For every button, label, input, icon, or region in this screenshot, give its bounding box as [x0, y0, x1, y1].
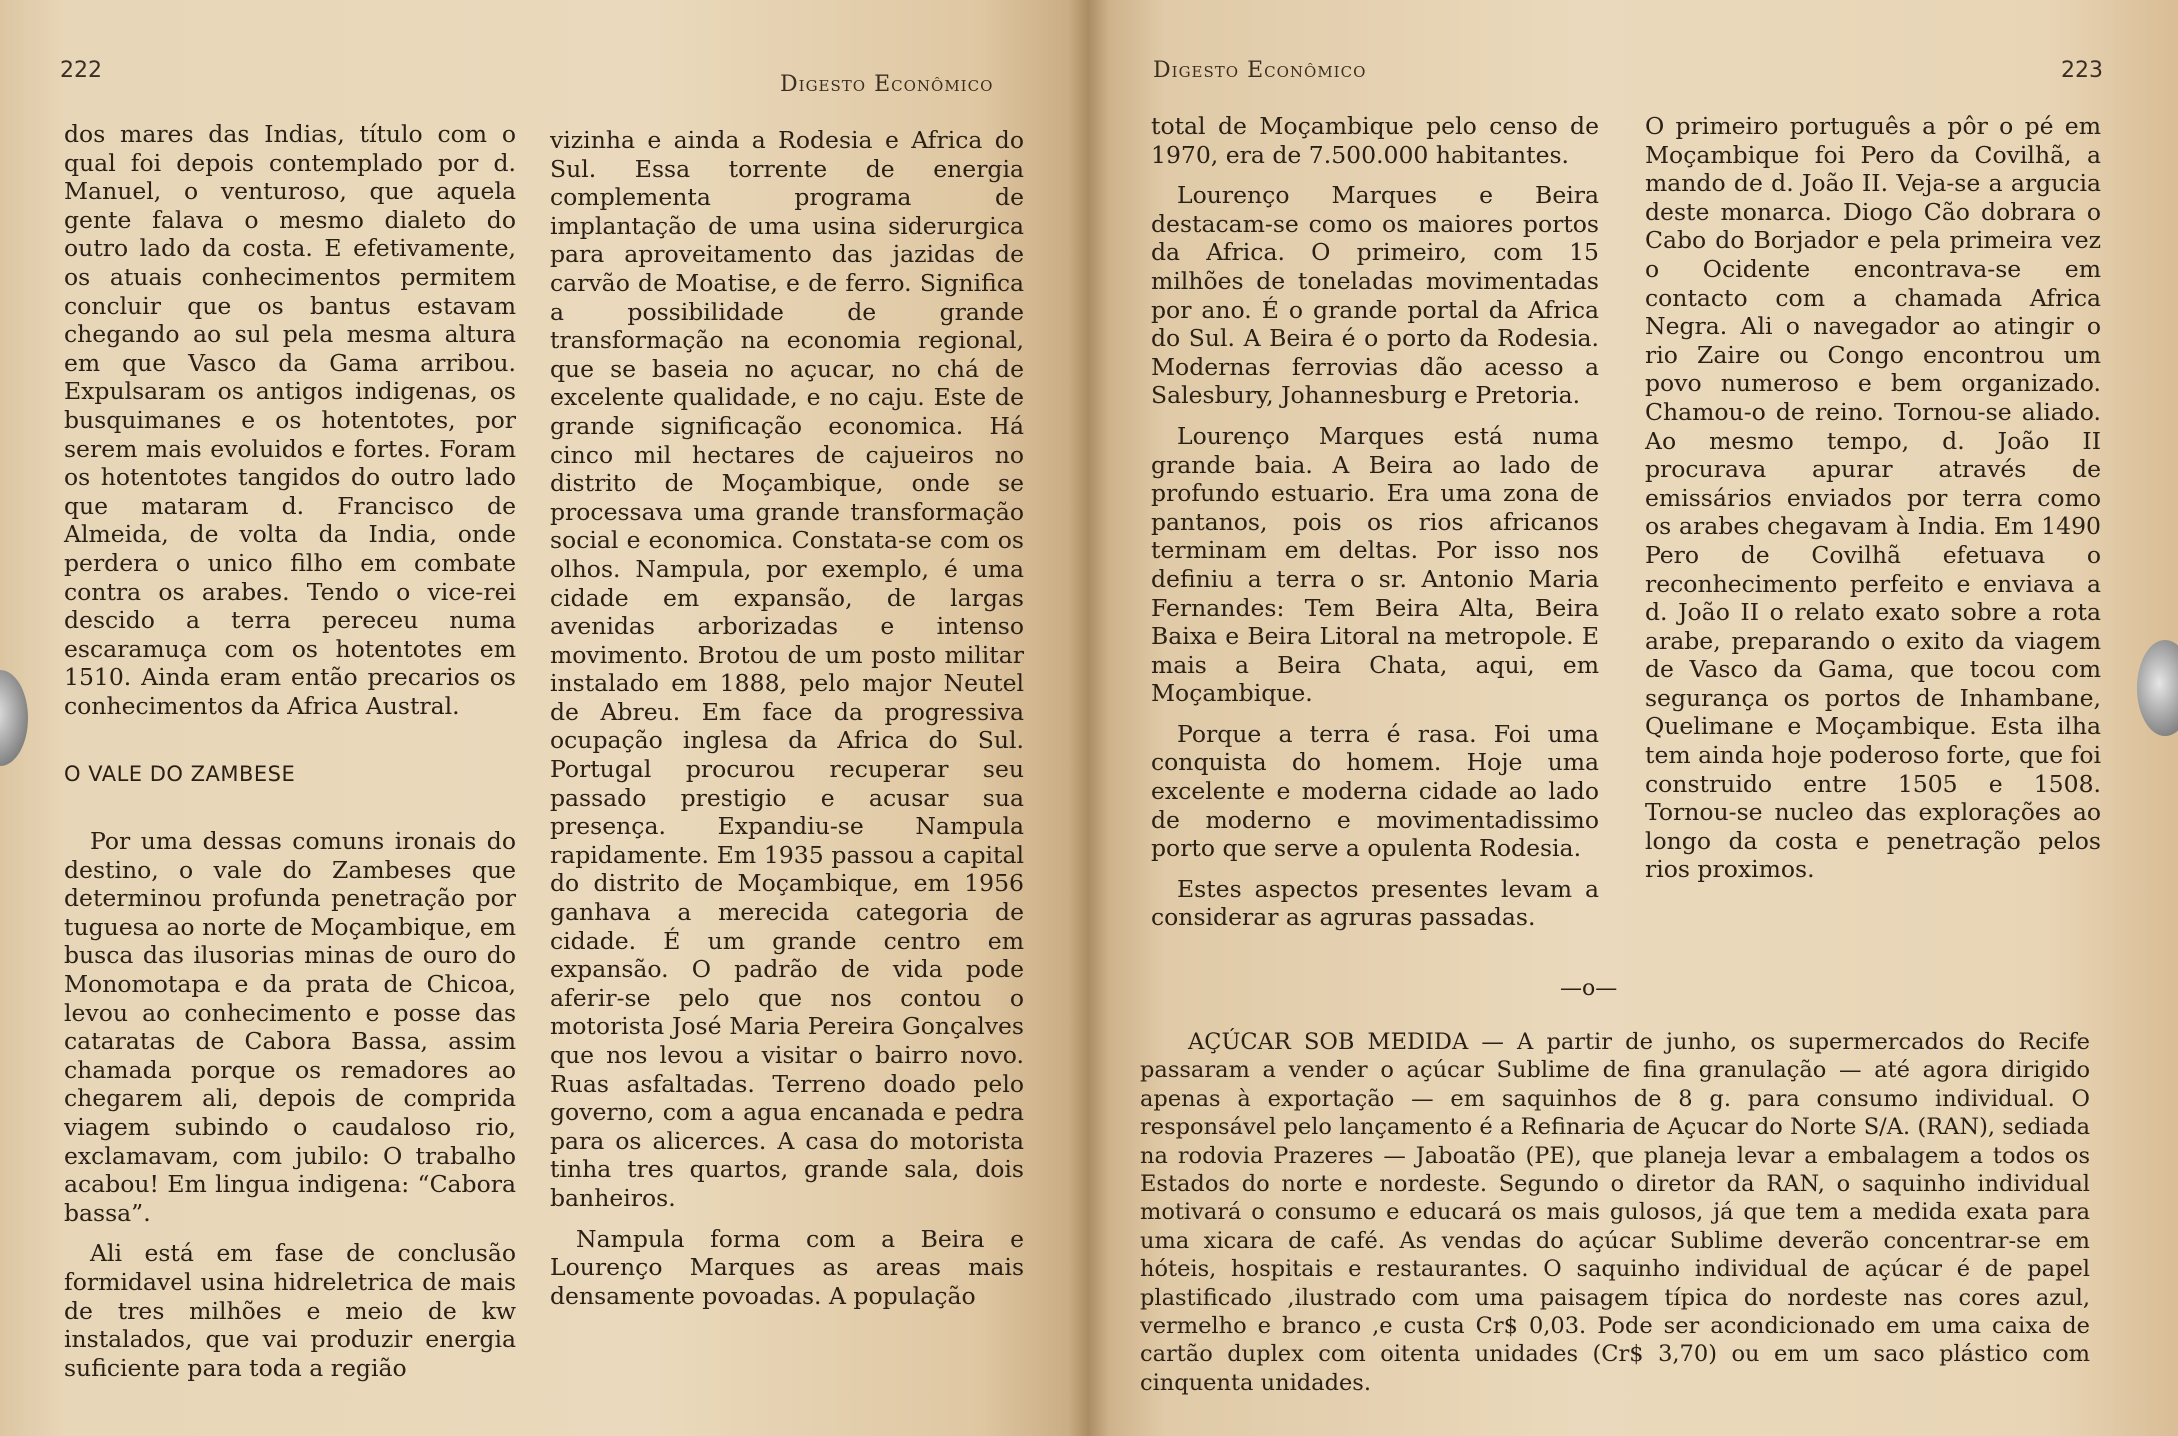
- left-page-column-1: [64, 120, 516, 1394]
- separator: —o—: [1560, 976, 1618, 1001]
- paragraph: Lourenço Marques está numa grande baia. A Beira ao lado de profundo estuario. Era uma zona de pantanos, pois os rios africanos terminam em deltas. Por isso nos definiu a terra o sr. Antonio Maria Fernandes: Tem Beira Alta, Beira Baixa e Beira Litoral na metropole. E mais a Beira Chata, aqui, em Moçambique.: [1151, 421, 1599, 708]
- paragraph: vizinha e ainda a Rodesia e Africa do Sul. Essa torrente de energia complementa programa de implantação de uma usina siderurgica para aproveitamento das jazidas de carvão de Moatise, e de ferro. Significa a possibilidade de grande transformação na economia regional, que se baseia no açucar, no chá de excelente qualidade, e no caju. Este de grande significação economica. Há cinco mil hectares de cajueiros no distrito de Moçambique, onde se processava uma grande transformação social e economica. Constata-se com os olhos. Nampula, por exemplo, é uma cidade em expansão, de largas avenidas arborizadas e intenso movimento. Brotou de um posto militar instalado em 1888, pelo major Neutel de Abreu. Em face da progressiva ocupação inglesa da Africa do Sul. Portugal procurou recuperar seu passado prestigio e acusar sua presença. Expandiu-se Nampula rapidamente. Em 1935 passou a capital do distrito de Moçambique, em 1956 ganhava a merecida categoria de cidade. É um grande centro em expansão. O padrão de vida pode aferir-se pelo que nos contou o motorista José Maria Pereira Gonçalves que nos levou a visitar o bairro novo. Ruas asfaltadas. Terreno doado pelo governo, com a agua encanada e pedra para os alicerces. A casa do motorista tinha tres quartos, grande sala, dois banheiros.: [550, 126, 1024, 1212]
- paragraph: AÇÚCAR SOB MEDIDA — A partir de junho, os supermercados do Recife passaram a vender o açúcar Sublime de fina granulação — até agora dirigido apenas à exportação — em saquinhos de 8 g. para consumo individual. O responsável pelo lançamento é a Refinaria de Açucar do Norte S/A. (RAN), sediada na rodovia Prazeres — Jaboatão (PE), que planeja levar a embalagem a todos os Estados do norte e nordeste. Segundo o diretor da RAN, o saquinho individual motivará o consumo e educará os mais gulosos, já que tem a medida exata para uma xicara de café. As vendas do açúcar Sublime deverão concentrar-se em hóteis, hospitais e restaurantes. O saquinho individual de açúcar é de papel plastificado ,ilustrado com uma paisagem típica do nordeste nas cores azul, vermelho e branco ,e custa Cr$ 0,03. Pode ser acondicionado em uma caixa de cartão duplex com oitenta unidades (Cr$ 3,70) ou em um saco plástico com cinquenta unidades.: [1140, 1029, 2090, 1396]
- paragraph: Nampula forma com a Beira e Lourenço Marques as areas mais densamente povoadas. A população: [550, 1224, 1024, 1310]
- paragraph: Porque a terra é rasa. Foi uma conquista do homem. Hoje uma excelente e moderna cidade ao lado de moderno e movimentadissimo porto que serve a opulenta Rodesia.: [1151, 719, 1599, 863]
- paragraph: dos mares das Indias, título com o qual foi depois contemplado por d. Manuel, o venturoso, que aquela gente falava o mesmo dialeto do outro lado da costa. E efetivamente, os atuais conhecimentos permitem concluir que os bantus estavam chegando ao sul pela mesma altura em que Vasco da Gama arribou. Expulsaram os antigos indigenas, os busquimanes e os hotentotes, por serem mais evoluidos e fortes. Foram os hotentotes tangidos do outro lado que mataram d. Francisco de Almeida, de volta da India, onde perdera o unico filho em combate contra os arabes. Tendo o vice-rei descido a terra pereceu numa escaramuça com os hotentotes em 1510. Ainda eram então precarios os conhecimentos da Africa Austral.: [64, 120, 516, 720]
- page-number-left: 222: [60, 58, 102, 83]
- running-head-right: Digesto Econômico: [1153, 58, 1367, 83]
- binder-ring-right: [2137, 640, 2178, 736]
- binder-ring-left: [0, 670, 28, 766]
- right-page-column-1: [1151, 112, 1599, 944]
- paragraph: O primeiro português a pôr o pé em Moçambique foi Pero da Covilhã, a mando de d. João II. Veja-se a argucia deste monarca. Diogo Cão dobrara o Cabo do Borjador e pela primeira vez o Ocidente encontrava-se em contacto com a chamada Africa Negra. Ali o navegador ao atingir o rio Zaire ou Congo encontrou um povo numeroso e bem organizado. Chamou-o de reino. Tornou-se aliado. Ao mesmo tempo, d. João II procurava apurar através de emissários enviados por terra como os arabes chegavam à India. Em 1490 Pero de Covilhã efetuava o reconhecimento perfeito e enviava a d. João II o relato exato sobre a rota arabe, preparando o exito da viagem de Vasco da Gama, que tocou com segurança os portos de Inhambane, Quelimane e Moçambique. Esta ilha tem ainda hoje poderoso forte, que foi construido entre 1505 e 1508. Tornou-se nucleo das explorações ao longo da costa e penetração pelos rios proximos.: [1645, 112, 2101, 884]
- paragraph: Estes aspectos presentes levam a considerar as agruras passadas.: [1151, 874, 1599, 932]
- right-page-column-2: [1645, 112, 2101, 896]
- paragraph: Ali está em fase de conclusão formidavel usina hidreletrica de mais de tres milhões e meio de kw instalados, que vai produzir energia suficiente para toda a região: [64, 1239, 516, 1382]
- section-heading: O VALE DO ZAMBESE: [64, 762, 296, 787]
- paragraph: total de Moçambique pelo censo de 1970, era de 7.500.000 habitantes.: [1151, 112, 1599, 169]
- paragraph: Lourenço Marques e Beira destacam-se como os maiores portos da Africa. O primeiro, com 15 milhões de toneladas movimentadas por ano. É o grande portal da Africa do Sul. A Beira é o porto da Rodesia. Modernas ferrovias dão acesso a Salesbury, Johannesburg e Pretoria.: [1151, 181, 1599, 410]
- page-number-right: 223: [2061, 58, 2103, 83]
- paragraph: Por uma dessas comuns ironais do destino, o vale do Zambeses que determinou profunda penetração por tuguesa ao norte de Moçambique, em busca das ilusorias minas de ouro do Monomotapa e da prata de Chicoa, levou ao conhecimento e posse das cataratas de Cabora Bassa, assim chamada porque os remadores ao chegarem ali, depois de comprida viagem subindo o caudaloso rio, exclamavam, com jubilo: O trabalho acabou! Em lingua indigena: “Cabora bassa”.: [64, 827, 516, 1227]
- left-page-column-2: [550, 126, 1024, 1322]
- running-head-left: Digesto Econômico: [780, 72, 994, 97]
- news-item: [1140, 1028, 2090, 1397]
